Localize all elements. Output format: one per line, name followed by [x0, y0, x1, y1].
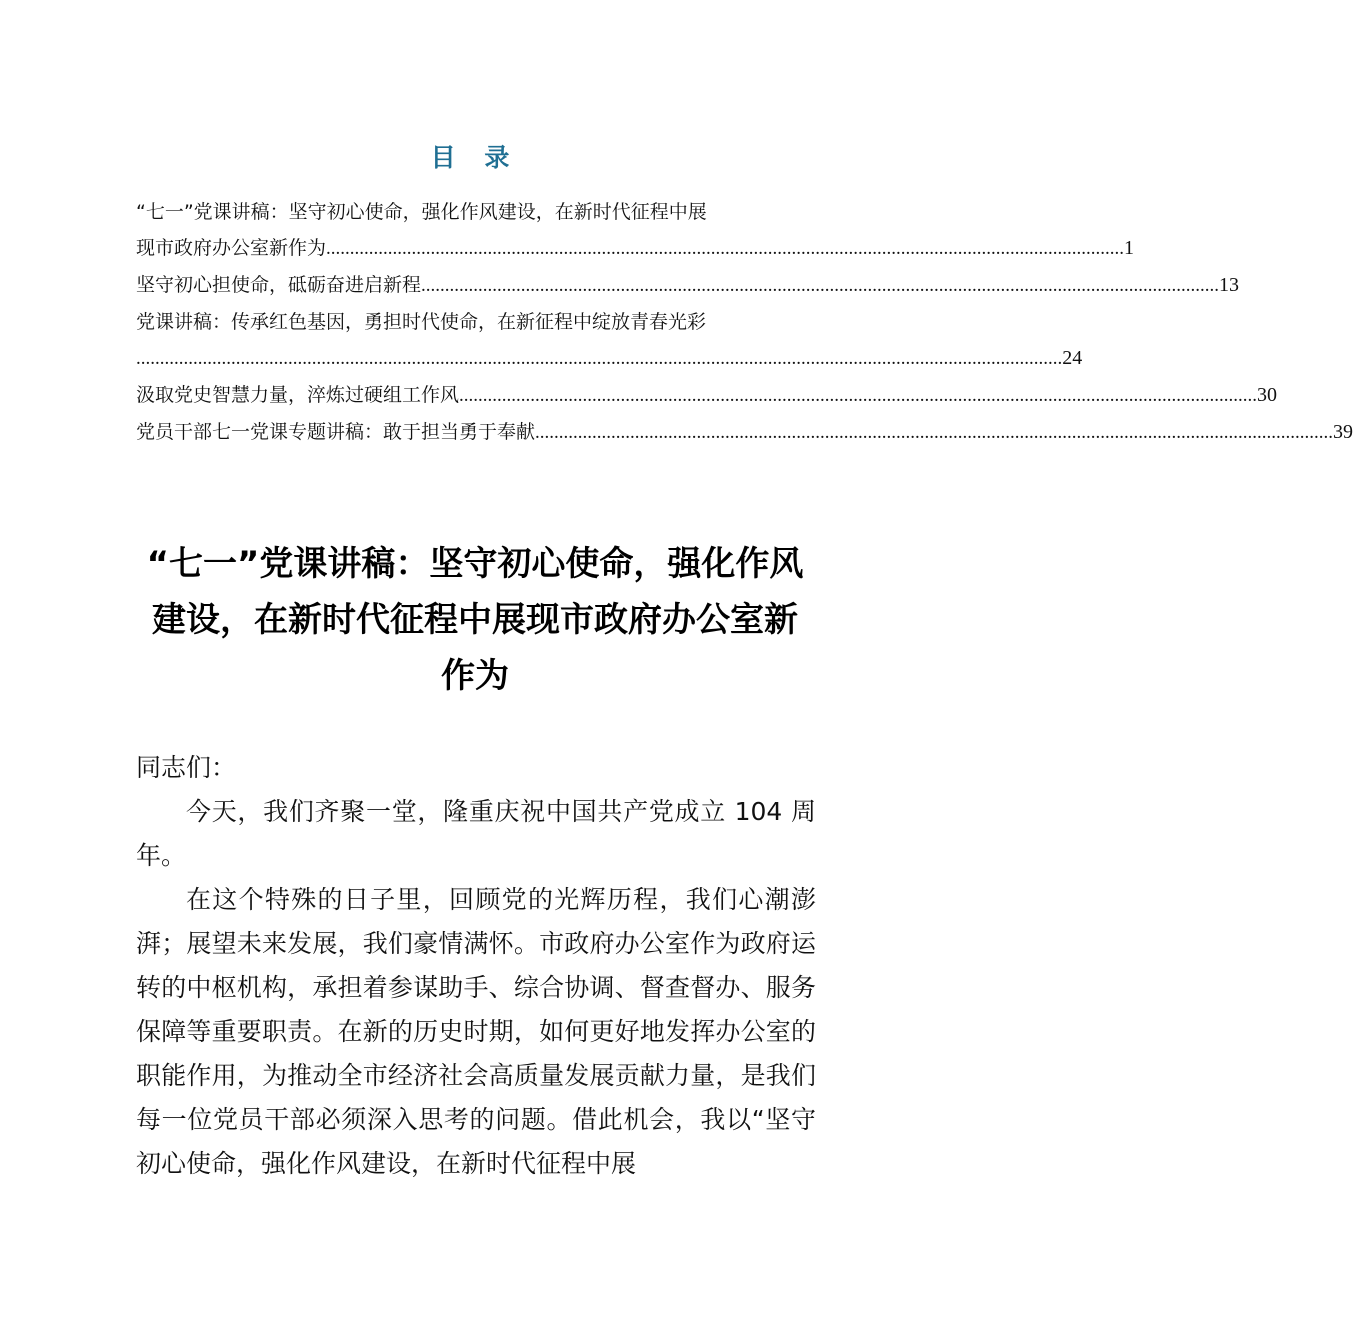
toc-leader-dots: ........................................................................................................................................................................ [421, 275, 1220, 296]
toc-page-number: 13 [1219, 274, 1240, 296]
toc-entry-text: 坚守初心担使命，砥砺奋进启新程 [136, 274, 422, 296]
toc-entry-1[interactable] [136, 194, 1135, 267]
toc-entry-text: 汲取党史智慧力量，淬炼过硬组工作风 [136, 384, 460, 406]
article-title [120, 536, 830, 704]
article-body [136, 746, 816, 1186]
toc-entry-text: 党课讲稿：传承红色基因，勇担时代使命，在新征程中绽放青春光彩 [136, 311, 707, 333]
toc-entry-5[interactable] [136, 414, 1353, 451]
toc-page-number: 30 [1257, 384, 1278, 406]
toc-title: 目 录 [430, 143, 520, 172]
paragraph: 今天，我们齐聚一堂，隆重庆祝中国共产党成立 104 周年。 [136, 797, 816, 870]
toc-entry-text: 党员干部七一党课专题讲稿：敢于担当勇于奉献 [136, 421, 536, 443]
toc-page-number: 24 [1062, 347, 1083, 369]
toc-page-number: 1 [1124, 237, 1135, 259]
toc-leader-dots: ........................................................................................................................................................................ [326, 238, 1125, 259]
toc-entry-4[interactable] [136, 377, 1278, 414]
toc-entry-3[interactable] [136, 304, 1083, 377]
article-title-line: 作为 [441, 656, 509, 696]
toc-leader-dots: ........................................................................................................................................................................ [535, 422, 1334, 443]
salutation: 同志们： [136, 753, 237, 782]
toc-entry-text: “七一”党课讲稿：坚守初心使命，强化作风建设，在新时代征程中展 [136, 201, 707, 223]
toc-entry-text: 现市政府办公室新作为 [136, 237, 327, 259]
table-of-contents [136, 194, 1353, 451]
paragraph: 在这个特殊的日子里，回顾党的光辉历程，我们心潮澎湃；展望未来发展，我们豪情满怀。市政府办公室作为政府运转的中枢机构，承担着参谋助手、综合协调、督查督办、服务保障等重要职责。在新的历史时期，如何更好地发挥办公室的职能作用，为推动全市经济社会高质量发展贡献力量，是我们每一位党员干部必须深入思考的问题。借此机会，我以“坚守初心使命，强化作风建设，在新时代征程中展 [136, 885, 816, 1178]
toc-leader-dots: ........................................................................................................................................................................ [459, 385, 1258, 406]
toc-page-number: 39 [1333, 421, 1353, 443]
article-title-line: 建设，在新时代征程中展现市政府办公室新 [152, 600, 798, 640]
toc-leader-dots: ................................................................................................................................................................................................... [136, 348, 1063, 369]
toc-entry-2[interactable] [136, 267, 1240, 304]
article-title-line: “七一”党课讲稿：坚守初心使命，强化作风 [146, 544, 804, 584]
